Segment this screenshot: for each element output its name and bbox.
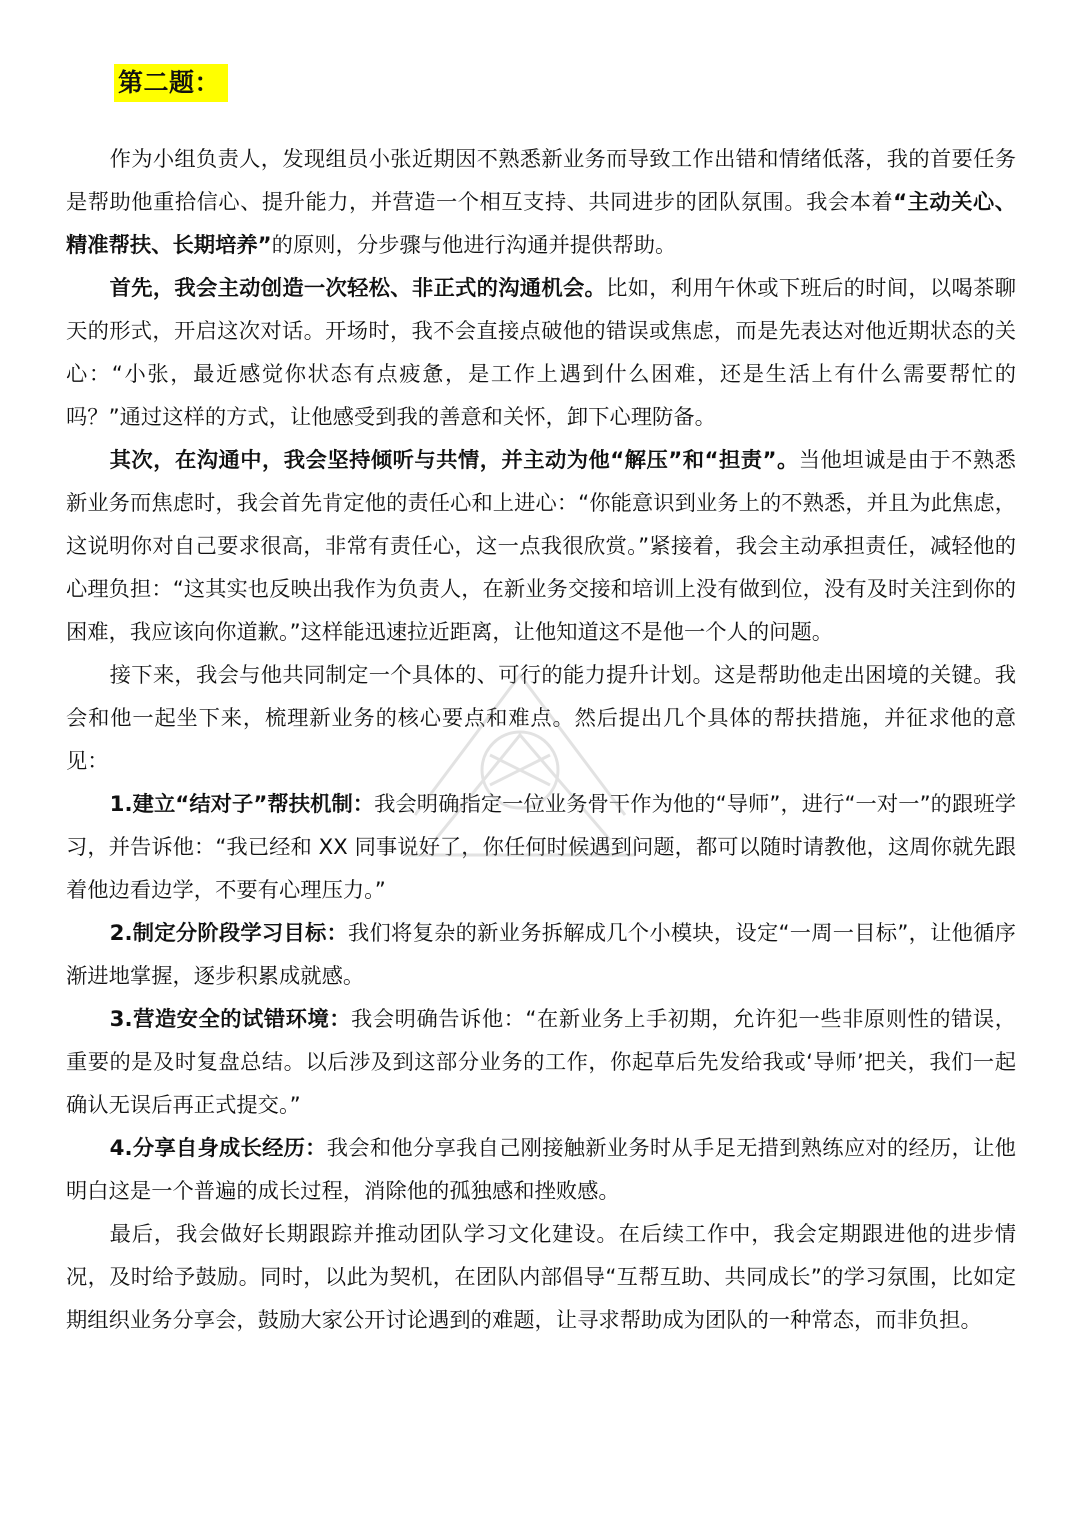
list-item-text: 我们将复杂的新业务拆解成几个小模块，设定“一周一目标”，让他循序渐进地掌握，逐步积累成就感。 [66,921,1016,989]
list-item-lead: 1.建立“结对子”帮扶机制： [109,792,375,817]
list-item-share-experience [66,1127,1016,1213]
paragraph-plan [66,654,1016,783]
paragraph-text: 接下来，我会与他共同制定一个具体的、可行的能力提升计划。这是帮助他走出困境的关键。我会和他一起坐下来，梳理新业务的核心要点和难点。然后提出几个具体的帮扶措施，并征求他的意见： [66,663,1016,774]
principle-bold: “主动关心、精准帮扶、长期培养” [66,190,1016,258]
list-item-safe-environment [66,998,1016,1127]
paragraph-text: 比如，利用午休或下班后的时间，以喝茶聊天的形式，开启这次对话。开场时，我不会直接点破他的错误或焦虑，而是先表达对他近期状态的关心：“小张，最近感觉你状态有点疲惫，是工作上遇到什么困难，还是生活上有什么需要帮忙的吗？”通过这样的方式，让他感受到我的善意和关怀，卸下心理防备。 [66,276,1016,430]
paragraph-text: 最后，我会做好长期跟踪并推动团队学习文化建设。在后续工作中，我会定期跟进他的进步情况，及时给予鼓励。同时，以此为契机，在团队内部倡导“互帮互助、共同成长”的学习氛围，比如定期组织业务分享会，鼓励大家公开讨论遇到的难题，让寻求帮助成为团队的一种常态，而非负担。 [66,1222,1016,1333]
paragraph-lead: 其次，在沟通中，我会坚持倾听与共情，并主动为他“解压”和“担责”。 [109,448,799,473]
question-heading: 第二题： [114,64,228,102]
list-item-text: 我会明确告诉他：“在新业务上手初期，允许犯一些非原则性的错误，重要的是及时复盘总结。以后涉及到这部分业务的工作，你起草后先发给我或‘导师’把关，我们一起确认无误后再正式提交。” [66,1007,1016,1118]
paragraph-text-tail: 的原则，分步骤与他进行沟通并提供帮助。 [271,233,677,258]
list-item-lead: 3.营造安全的试错环境： [109,1007,352,1032]
paragraph-first-step [66,267,1016,439]
list-item-goals [66,912,1016,998]
paragraph-lead: 首先，我会主动创造一次轻松、非正式的沟通机会。 [109,276,607,301]
paragraph-text: 作为小组负责人，发现组员小张近期因不熟悉新业务而导致工作出错和情绪低落，我的首要任务是帮助他重拾信心、提升能力，并营造一个相互支持、共同进步的团队氛围。我会本着 [66,147,1016,215]
list-item-text: 我会和他分享我自己刚接触新业务时从手足无措到熟练应对的经历，让他明白这是一个普遍的成长过程，消除他的孤独感和挫败感。 [66,1136,1016,1204]
paragraph-second-step [66,439,1016,654]
paragraph-finally [66,1213,1016,1342]
list-item-lead: 4.分享自身成长经历： [109,1136,327,1161]
answer-body [66,138,1016,1342]
paragraph-text: 当他坦诚是由于不熟悉新业务而焦虑时，我会首先肯定他的责任心和上进心：“你能意识到业务上的不熟悉，并且为此焦虑，这说明你对自己要求很高，非常有责任心，这一点我很欣赏。”紧接着，我会主动承担责任，减轻他的心理负担：“这其实也反映出我作为负责人，在新业务交接和培训上没有做到位，没有及时关注到你的困难，我应该向你道歉。”这样能迅速拉近距离，让他知道这不是他一个人的问题。 [66,448,1016,645]
paragraph-intro [66,138,1016,267]
list-item-lead: 2.制定分阶段学习目标： [109,921,349,946]
list-item-text: 我会明确指定一位业务骨干作为他的“导师”，进行“一对一”的跟班学习，并告诉他：“我已经和 XX 同事说好了，你任何时候遇到问题，都可以随时请教他，这周你就先跟着他边看边学，不要有心理压力。” [66,792,1016,903]
list-item-pairing [66,783,1016,912]
